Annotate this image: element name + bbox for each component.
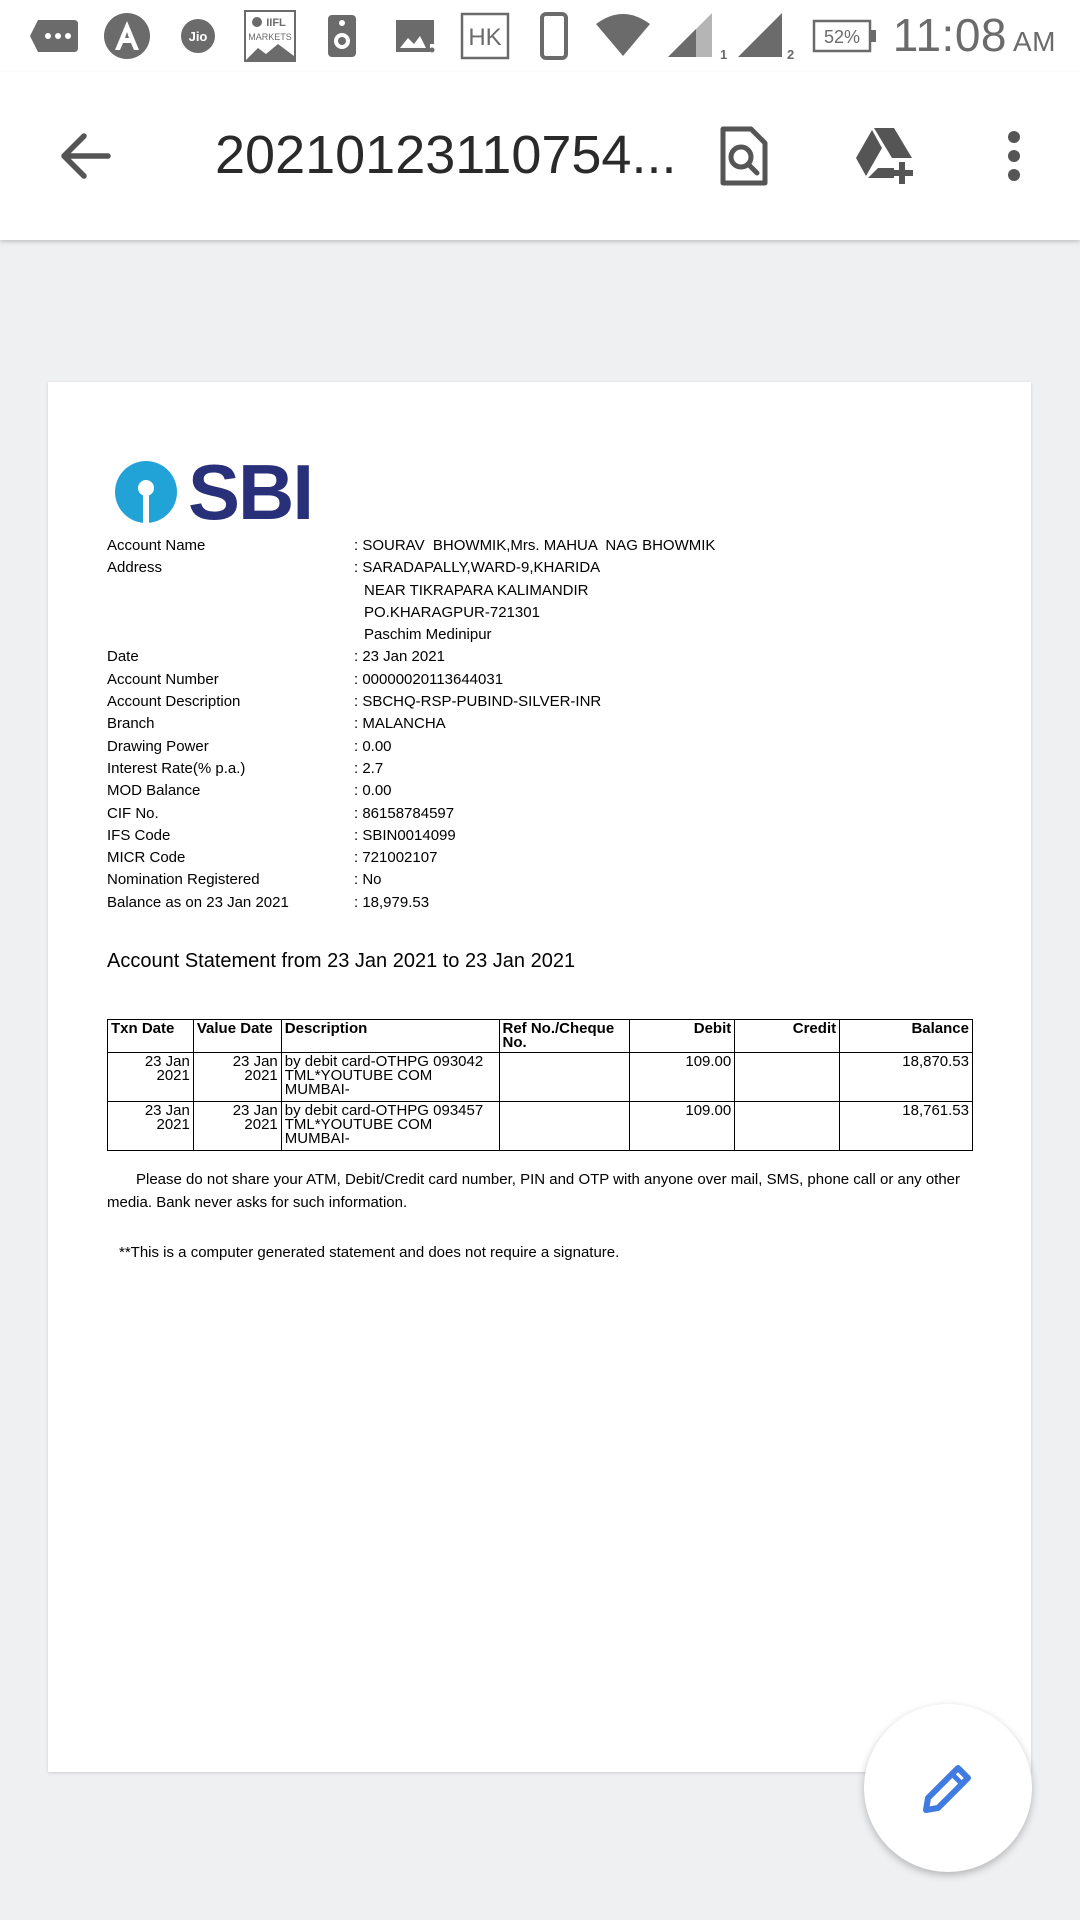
info-label: Address <box>107 559 163 577</box>
info-label: Account Description <box>107 693 241 711</box>
back-arrow-icon <box>58 132 110 180</box>
account-info <box>107 535 715 914</box>
column-header: Description <box>281 1020 499 1053</box>
info-row <box>107 691 715 713</box>
signal-sim2-icon <box>736 12 796 60</box>
signal-sim1-icon <box>666 12 726 60</box>
computer-generated-footnote: **This is a computer generated statement and does not require a signature. <box>119 1244 620 1261</box>
column-header: Txn Date <box>108 1020 194 1053</box>
info-row <box>107 713 715 735</box>
battery-percent: 52% <box>823 27 861 47</box>
gallery-icon <box>393 12 437 60</box>
info-row <box>107 892 715 914</box>
info-value: : 721002107 <box>354 849 438 867</box>
value-date-cell: 23 Jan 2021 <box>193 1053 281 1102</box>
document-title: 20210123110754... <box>215 125 677 185</box>
ref-cell <box>499 1053 630 1102</box>
txn-date-cell: 23 Jan 2021 <box>108 1102 194 1151</box>
info-row <box>107 847 715 869</box>
info-label: Date <box>107 648 139 666</box>
sim1-label: 1 <box>720 47 728 62</box>
status-bar <box>0 0 1080 72</box>
edit-pencil-icon <box>918 1758 978 1818</box>
info-value: : 23 Jan 2021 <box>354 648 445 666</box>
info-value: : No <box>354 871 382 889</box>
jio-icon <box>180 12 216 60</box>
statement-title: Account Statement from 23 Jan 2021 to 23 Jan 2021 <box>107 950 576 972</box>
address-line: NEAR TIKRAPARA KALIMANDIR <box>364 581 589 599</box>
info-row <box>107 825 715 847</box>
info-value: : SBCHQ-RSP-PUBIND-SILVER-INR <box>354 693 602 711</box>
sim2-label: 2 <box>787 47 795 62</box>
info-value: : 86158784597 <box>354 804 455 822</box>
column-header: Value Date <box>193 1020 281 1053</box>
info-label: MOD Balance <box>107 782 201 800</box>
info-label: IFS Code <box>107 826 171 844</box>
info-value: : 00000020113644031 <box>354 670 504 688</box>
info-value: : 0.00 <box>354 737 392 755</box>
column-header: Debit <box>630 1020 735 1053</box>
iifl-top-text: IIFL <box>266 17 286 29</box>
table-row <box>108 1053 973 1102</box>
info-label: Nomination Registered <box>107 871 260 889</box>
hk-icon <box>460 12 510 60</box>
info-row <box>107 535 715 557</box>
clock-time: 11:08 <box>892 9 1007 61</box>
info-value: : 2.7 <box>354 759 384 777</box>
ref-cell <box>499 1102 630 1151</box>
document-page[interactable] <box>48 382 1031 1772</box>
app-bar <box>0 72 1080 240</box>
info-label: Account Name <box>107 537 206 554</box>
info-label: Drawing Power <box>107 737 209 755</box>
info-value: : MALANCHA <box>354 715 446 733</box>
balance-cell: 18,870.53 <box>840 1053 973 1102</box>
sbi-logo <box>114 447 313 536</box>
sbi-logo-text: SBI <box>188 447 313 536</box>
info-label: Branch <box>107 715 155 733</box>
document-search-icon <box>719 125 769 187</box>
hk-badge-text: HK <box>468 24 502 51</box>
iifl-bottom-text: MARKETS <box>248 32 292 42</box>
security-notice: Please do not share your ATM, Debit/Credit card number, PIN and OTP with anyone over mail, SMS, phone call or any other media. Bank never asks for such information. <box>107 1171 961 1211</box>
more-options-button[interactable] <box>974 116 1054 196</box>
sbi-keyhole-icon <box>114 460 178 524</box>
debit-cell: 109.00 <box>630 1102 735 1151</box>
find-in-document-button[interactable] <box>704 116 784 196</box>
debit-cell: 109.00 <box>630 1053 735 1102</box>
drive-add-icon <box>854 126 922 186</box>
info-label: CIF No. <box>107 804 159 822</box>
description-cell: by debit card-OTHPG 093042 TML*YOUTUBE COM MUMBAI- <box>281 1053 499 1102</box>
back-button[interactable] <box>44 116 124 196</box>
info-label: Balance as on 23 Jan 2021 <box>107 893 289 911</box>
edit-fab-button[interactable] <box>864 1704 1032 1872</box>
more-vert-icon <box>1006 131 1022 181</box>
jio-badge-text: Jio <box>188 29 208 44</box>
info-row <box>107 758 715 780</box>
txn-date-cell: 23 Jan 2021 <box>108 1053 194 1102</box>
info-value: : 0.00 <box>354 782 392 800</box>
table-header-row <box>108 1020 973 1053</box>
messenger-icon <box>28 12 80 60</box>
iifl-markets-icon <box>244 12 296 60</box>
table-row <box>108 1102 973 1151</box>
info-value: : SOURAV BHOWMIK,Mrs. MAHUA NAG BHOWMIK <box>354 537 716 554</box>
phone-icon <box>539 12 569 60</box>
info-label: Interest Rate(% p.a.) <box>107 759 246 777</box>
info-label: Account Number <box>107 670 219 688</box>
info-value: : 18,979.53 <box>354 893 430 911</box>
speaker-icon <box>326 12 358 60</box>
description-cell: by debit card-OTHPG 093457 TML*YOUTUBE COM MUMBAI- <box>281 1102 499 1151</box>
info-row <box>107 557 715 579</box>
add-to-drive-button[interactable] <box>848 116 928 196</box>
credit-cell <box>735 1053 840 1102</box>
info-row <box>107 736 715 758</box>
battery-icon <box>812 12 878 60</box>
credit-cell <box>735 1102 840 1151</box>
info-row <box>107 869 715 891</box>
column-header: Credit <box>735 1020 840 1053</box>
transactions-table <box>107 1019 973 1151</box>
info-value: : SBIN0014099 <box>354 826 456 844</box>
info-row <box>107 780 715 802</box>
info-row <box>107 803 715 825</box>
clock <box>893 8 1056 62</box>
info-row <box>107 646 715 668</box>
column-header: Ref No./Cheque No. <box>499 1020 630 1053</box>
info-value: : SARADAPALLY,WARD-9,KHARIDA <box>354 559 601 577</box>
value-date-cell: 23 Jan 2021 <box>193 1102 281 1151</box>
balance-cell: 18,761.53 <box>840 1102 973 1151</box>
address-line: Paschim Medinipur <box>364 626 492 644</box>
clock-ampm: AM <box>1013 26 1056 57</box>
info-label: MICR Code <box>107 849 186 867</box>
column-header: Balance <box>840 1020 973 1053</box>
info-row <box>107 669 715 691</box>
address-line: PO.KHARAGPUR-721301 <box>364 603 540 621</box>
wifi-icon <box>595 12 651 60</box>
app-a-icon <box>103 12 151 60</box>
